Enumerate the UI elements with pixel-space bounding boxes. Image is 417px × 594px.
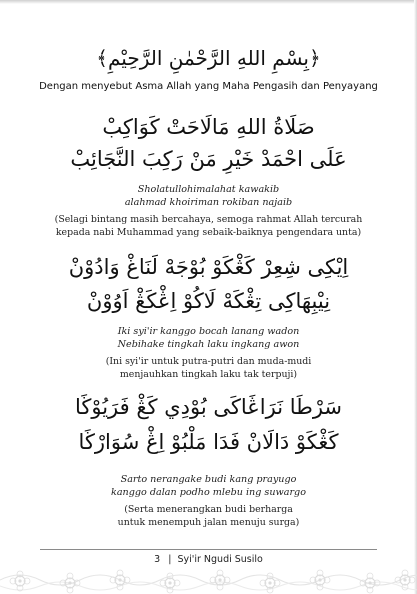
- stanza-2-translation-line-1: (Ini syi'ir untuk putra-putri dan muda-mudi: [105, 356, 312, 367]
- stanza-2-latin-line-1: Iki syi'ir kanggo bocah lanang wadon: [117, 326, 300, 337]
- stanza-1-latin-line-1: Sholatullohimalahat kawakib: [137, 184, 280, 195]
- stanza-2-arabic-line-2: نِيْبِهَاكِى تِڠْكَهْ لَاكُوْ اِڠْكَڠْ اَوُوْنْ: [86, 289, 331, 313]
- stanza-3-latin-line-1: Sarto nerangake budi kang prayugo: [120, 474, 297, 485]
- footer-separator: |: [168, 554, 172, 565]
- stanza-1-translation-line-1: (Selagi bintang masih bercahaya, semoga rahmat Allah tercurah: [54, 214, 363, 225]
- page-number: 3: [154, 554, 161, 565]
- stanza-3-translation-line-2: untuk menempuh jalan menuju surga): [117, 517, 300, 528]
- stanza-3-translation-line-1: (Serta menerangkan budi berharga: [124, 504, 293, 515]
- stanza-1-arabic-line-2: عَلَى احْمَدْ خَيْرِ مَنْ رَكِبَ النَّجَائِبْ: [70, 147, 347, 171]
- stanza-1-latin-line-2: alahmad khoiriman rokiban najaib: [124, 197, 293, 208]
- book-title: Syi'ir Ngudi Susilo: [177, 554, 263, 565]
- footer-divider: [40, 549, 377, 550]
- stanza-3-latin-line-2: kanggo dalan podho mlebu ing suwargo: [111, 487, 306, 498]
- stanza-2-arabic-line-1: اِيْكِى شِعِرْ كَڠْكَوْ بُوْجَهْ لَنَاغْ وَادُوْنْ: [68, 255, 349, 279]
- basmala-translation: Dengan menyebut Asma Allah yang Maha Pengasih dan Penyayang: [39, 81, 378, 92]
- floral-border-ornament: [0, 566, 417, 594]
- stanza-1-arabic-line-1: صَلَاةُ اللهِ مَالَاحَتْ كَوَاكِبْ: [102, 115, 315, 139]
- stanza-2-translation-line-2: menjauhkan tingkah laku tak terpuji): [119, 369, 298, 380]
- basmala-heading: ﴿بِسْمِ اللهِ الرَّحْمٰنِ الرَّحِيْمِ﴾: [96, 46, 321, 70]
- stanza-3-arabic-line-2: كَڠْكَوْ دَالَانْ فَدَا مَلْبُوْ اِڠْ سُوَارْڬَا: [78, 430, 339, 454]
- page-footer: [0, 554, 417, 566]
- stanza-2-latin-line-2: Nebihake tingkah laku ingkang awon: [117, 339, 300, 350]
- stanza-3-arabic-line-1: سَرْطَا نَرَاڠَاكَى بُوْدِي كَڠْ فَرَيُوْڬَا: [74, 395, 343, 419]
- stanza-1-translation-line-2: kepada nabi Muhammad yang sebaik-baiknya pengendara unta): [55, 227, 362, 238]
